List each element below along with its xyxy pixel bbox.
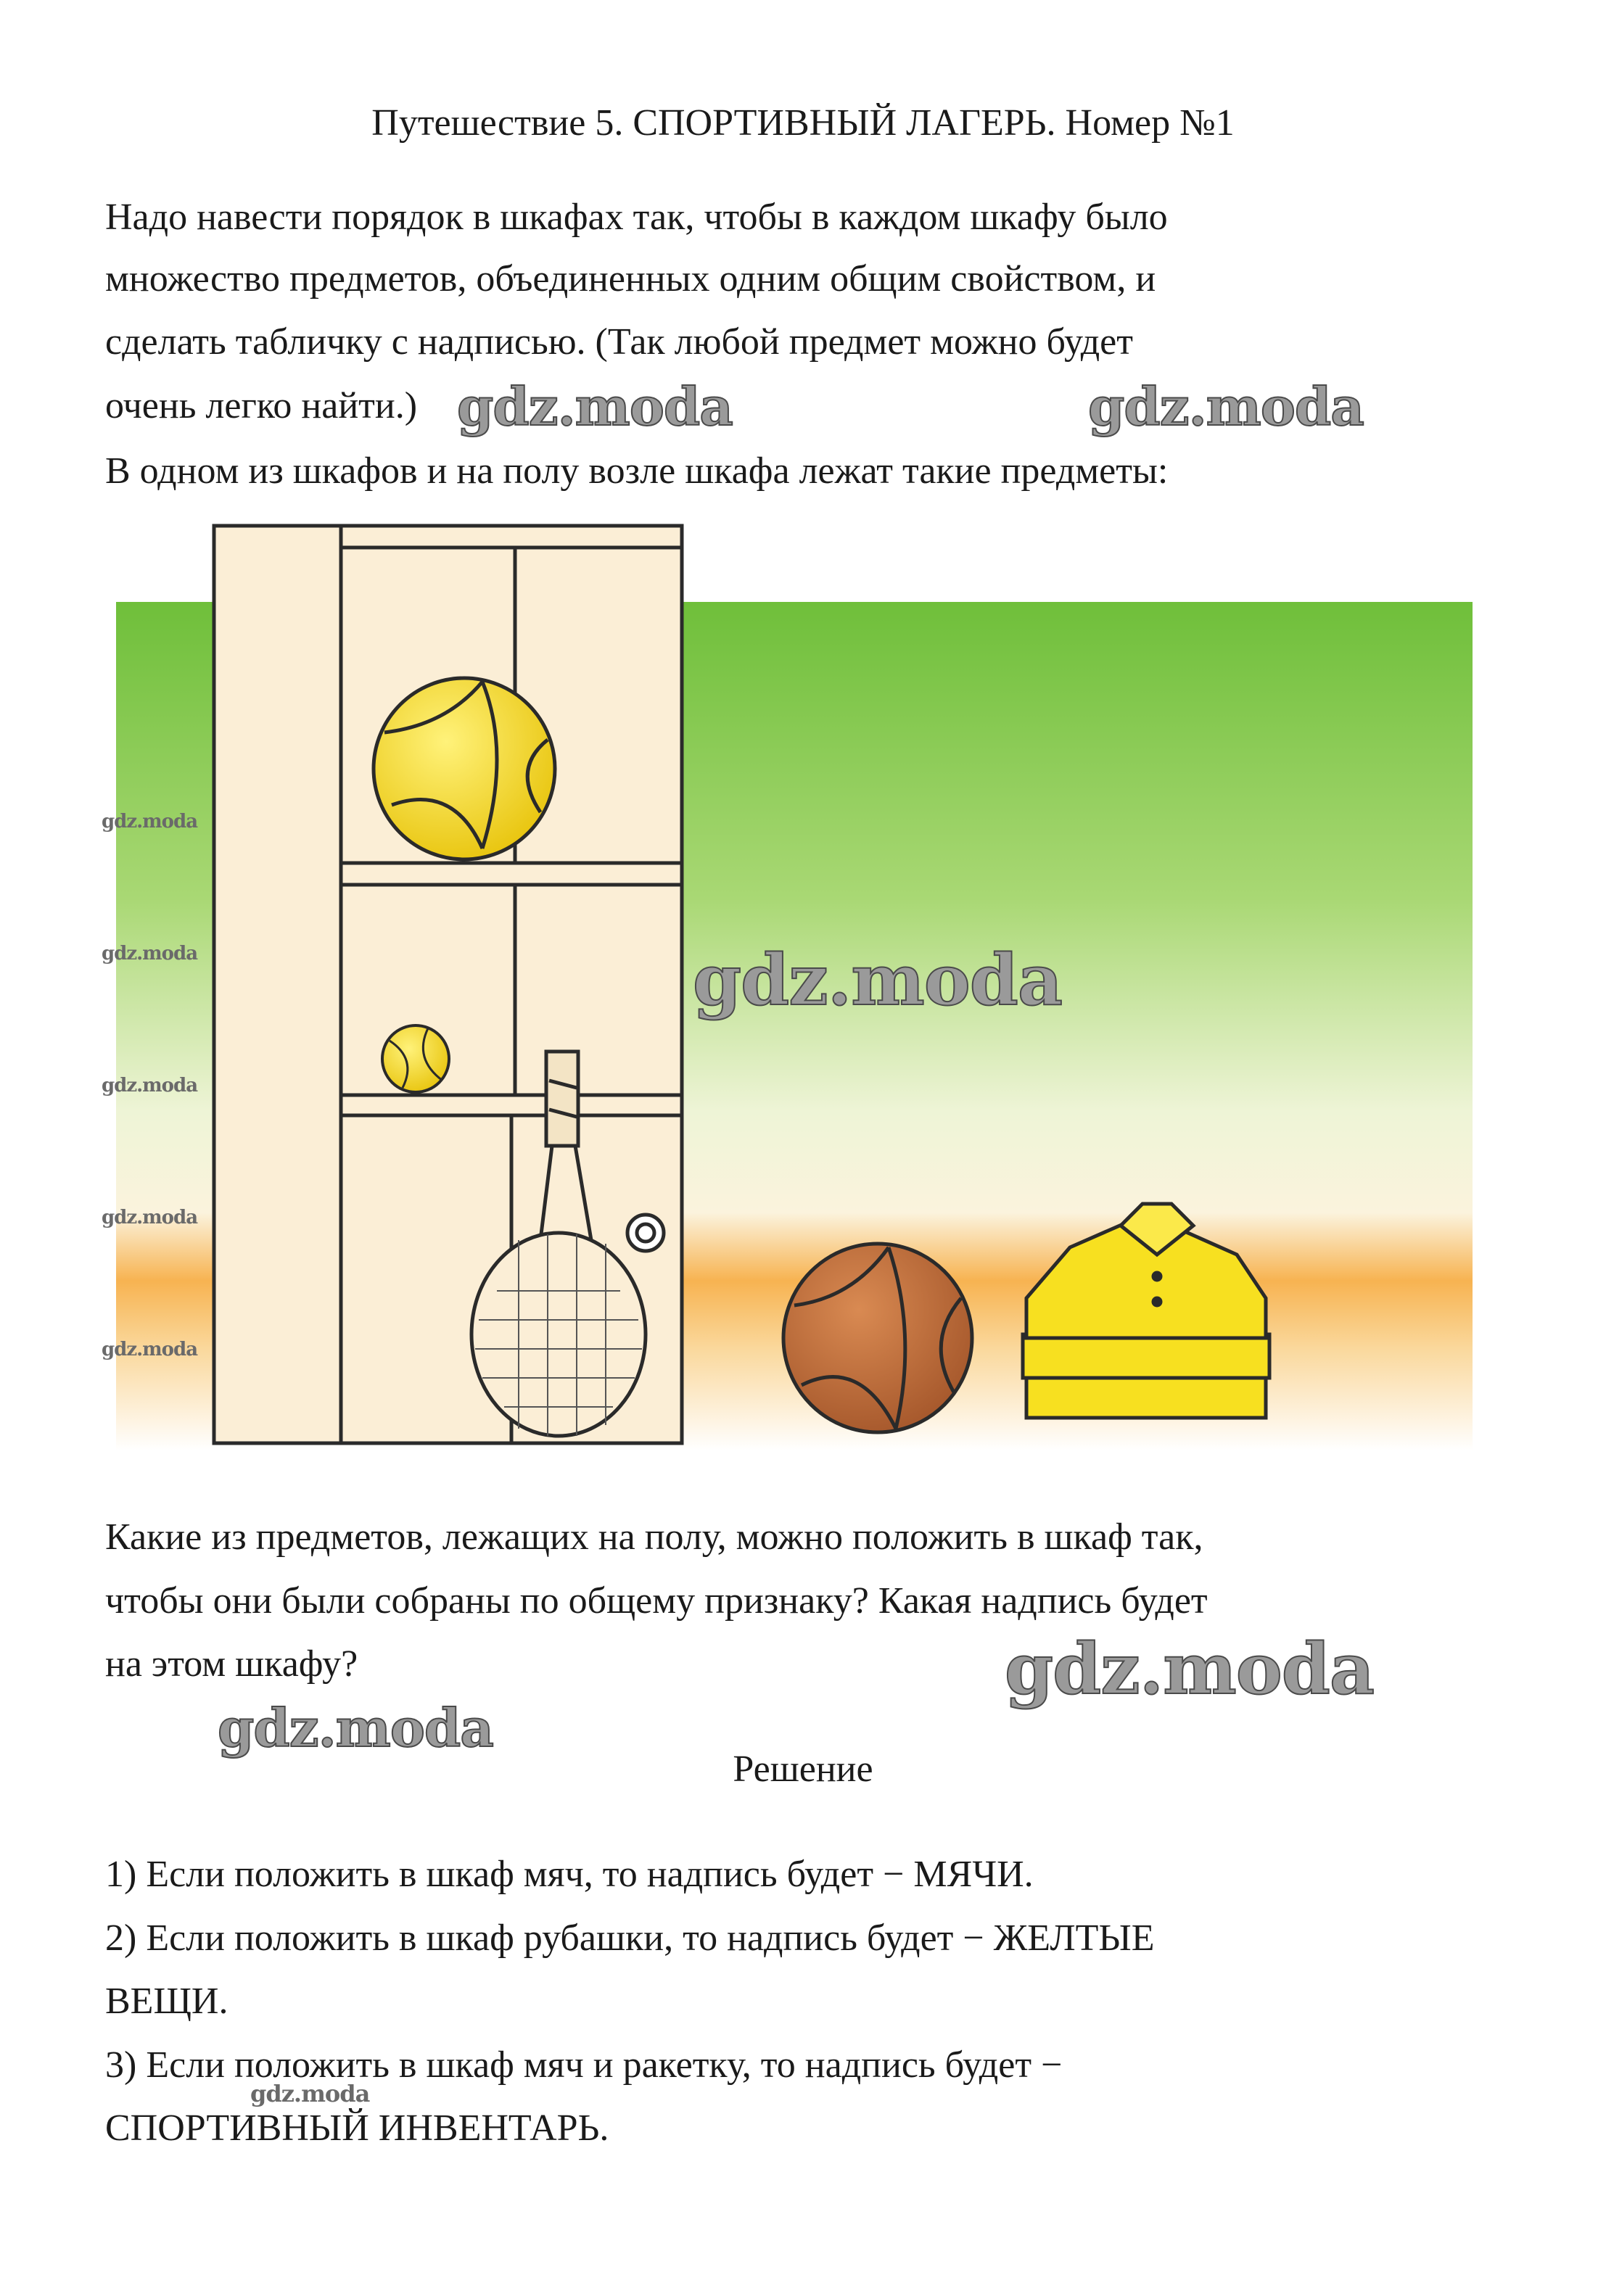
question-line-2: чтобы они были собраны по общему признаку? Какая надпись будет (105, 1580, 1208, 1622)
solution-line-5: СПОРТИВНЫЙ ИНВЕНТАРЬ. (105, 2107, 609, 2149)
watermark: gdz.moda (457, 376, 733, 437)
watermark: gdz.moda (1005, 1628, 1375, 1710)
football-icon (783, 1244, 972, 1432)
tennis-ball-icon (382, 1025, 449, 1092)
solution-heading: Решение (733, 1748, 873, 1790)
solution-line-3: ВЕЩИ. (105, 1981, 228, 2022)
question-line-1: Какие из предметов, лежащих на полу, можно положить в шкаф так, (105, 1516, 1203, 1558)
page-title: Путешествие 5. СПОРТИВНЫЙ ЛАГЕРЬ. Номер №1 (371, 102, 1235, 144)
solution-line-2: 2) Если положить в шкаф рубашки, то надпись будет − ЖЕЛТЫЕ (105, 1917, 1155, 1959)
watermark: gdz.moda (102, 811, 198, 833)
volleyball-icon (374, 678, 555, 859)
watermark: gdz.moda (102, 943, 198, 965)
task-line-1: Надо навести порядок в шкафах так, чтобы в каждом шкафу было (105, 197, 1168, 238)
solution-line-1: 1) Если положить в шкаф мяч, то надпись будет − МЯЧИ. (105, 1854, 1034, 1895)
watermark: gdz.moda (102, 1339, 198, 1360)
task-line-4: очень легко найти.) (105, 385, 418, 426)
task-line-2: множество предметов, объединенных одним общим свойством, и (105, 258, 1156, 300)
task-line-5: В одном из шкафов и на полу возле шкафа лежат такие предметы: (105, 450, 1169, 492)
task-line-3: сделать табличку с надписью. (Так любой предмет можно будет (105, 321, 1133, 363)
watermark: gdz.moda (250, 2080, 370, 2107)
watermark: gdz.moda (693, 939, 1063, 1021)
watermark: gdz.moda (218, 1697, 493, 1759)
watermark: gdz.moda (102, 1075, 198, 1097)
watermark: gdz.moda (102, 1207, 198, 1228)
question-line-3: на этом шкафу? (105, 1643, 358, 1685)
solution-line-4: 3) Если положить в шкаф мяч и ракетку, то надпись будет − (105, 2044, 1063, 2086)
watermark: gdz.moda (1088, 376, 1364, 437)
